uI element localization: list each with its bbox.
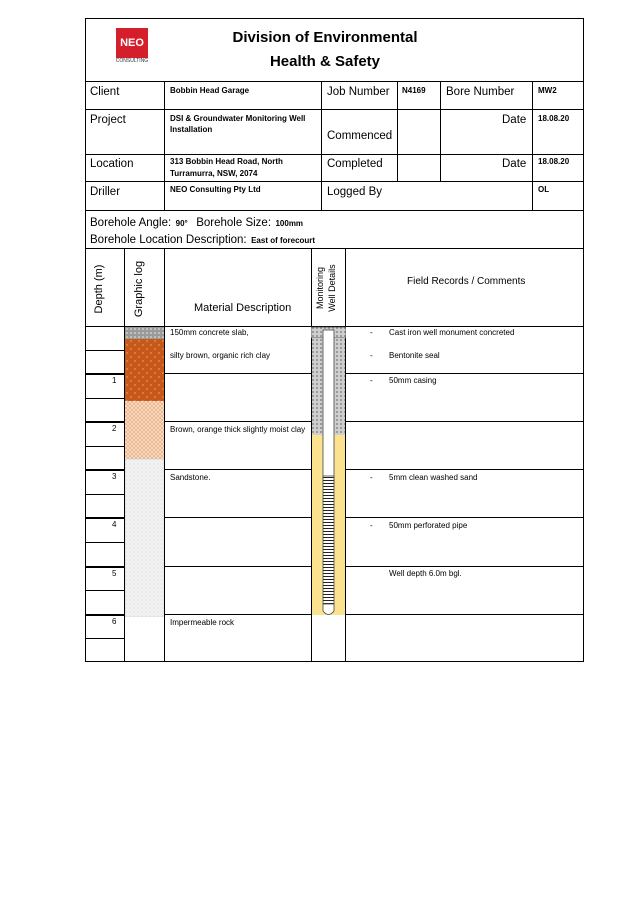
location-value-line2: Turramurra, NSW, 2074	[170, 169, 258, 178]
completed-date-value: 18.08.20	[538, 157, 570, 166]
client-value: Bobbin Head Garage	[170, 86, 250, 95]
logged-by-label: Logged By	[327, 186, 382, 198]
bore-number-value: MW2	[538, 86, 557, 95]
orange-clay-layer	[125, 401, 164, 459]
depth-marker: 3	[112, 472, 117, 481]
depth-marker: 1	[112, 376, 117, 385]
monitoring-well-diagram	[311, 326, 346, 621]
perforated-screen	[323, 476, 334, 604]
completed-date-label: Date	[502, 158, 527, 170]
depth-column-header: Depth (m)	[93, 264, 105, 314]
borehole-angle-size: Borehole Angle: 90° Borehole Size: 100mm	[90, 217, 304, 229]
field-comment: 50mm casing	[389, 376, 437, 385]
material-description: Brown, orange thick slightly moist clay	[170, 425, 306, 434]
driller-value: NEO Consulting Pty Ltd	[170, 185, 261, 194]
comment-dash: -	[370, 351, 373, 360]
comment-dash: -	[370, 328, 373, 337]
well-details-header-line1: Monitoring	[315, 266, 325, 310]
comment-dash: -	[370, 521, 373, 530]
client-label: Client	[90, 86, 120, 98]
project-value-line2: Installation	[170, 125, 213, 134]
material-description: Impermeable rock	[170, 618, 235, 627]
material-description: Sandstone.	[170, 473, 211, 482]
field-comment: 50mm perforated pipe	[389, 521, 468, 530]
logo-subtitle: CONSULTING	[115, 58, 149, 64]
completed-label: Completed	[327, 158, 383, 170]
well-casing	[323, 330, 334, 485]
well-details-header-line2: Well Details	[327, 264, 337, 312]
depth-marker: 5	[112, 569, 117, 578]
field-comment: Well depth 6.0m bgl.	[389, 569, 462, 578]
field-comment: Bentonite seal	[389, 351, 440, 360]
neo-logo: NEO	[116, 28, 148, 58]
bore-number-label: Bore Number	[446, 86, 515, 98]
driller-label: Driller	[90, 186, 121, 198]
project-label: Project	[90, 114, 126, 126]
depth-marker: 4	[112, 520, 117, 529]
graphic-log	[125, 327, 164, 617]
graphic-log-column-header: Graphic log	[133, 260, 145, 318]
job-number-label: Job Number	[327, 86, 390, 98]
borehole-location-description: Borehole Location Description: East of forecourt	[90, 234, 316, 246]
location-value-line1: 313 Bobbin Head Road, North	[170, 157, 283, 166]
comment-dash: -	[370, 473, 373, 482]
sandstone-layer	[125, 459, 164, 617]
material-description: 150mm concrete slab,	[170, 328, 249, 337]
page-title-line1: Division of Environmental	[232, 29, 418, 46]
material-description-column-header: Material Description	[194, 302, 292, 314]
job-number-value: N4169	[402, 86, 426, 95]
commenced-label: Commenced	[327, 130, 393, 142]
field-comment: 5mm clean washed sand	[389, 473, 478, 482]
commenced-date-label: Date	[502, 114, 527, 126]
comment-dash: -	[370, 376, 373, 385]
page-title-line2: Health & Safety	[269, 53, 381, 70]
commenced-date-value: 18.08.20	[538, 114, 570, 123]
well-end-cap	[323, 604, 334, 615]
concrete-layer	[125, 327, 164, 339]
material-description: silty brown, organic rich clay	[170, 351, 271, 360]
field-records-column-header: Field Records / Comments	[407, 276, 526, 287]
depth-marker: 6	[112, 617, 117, 626]
organic-clay-layer	[125, 339, 164, 401]
project-value-line1: DSI & Groundwater Monitoring Well	[170, 114, 306, 123]
depth-marker: 2	[112, 424, 117, 433]
logged-by-value: OL	[538, 185, 550, 194]
location-label: Location	[90, 158, 134, 170]
field-comment: Cast iron well monument concreted	[389, 328, 515, 337]
